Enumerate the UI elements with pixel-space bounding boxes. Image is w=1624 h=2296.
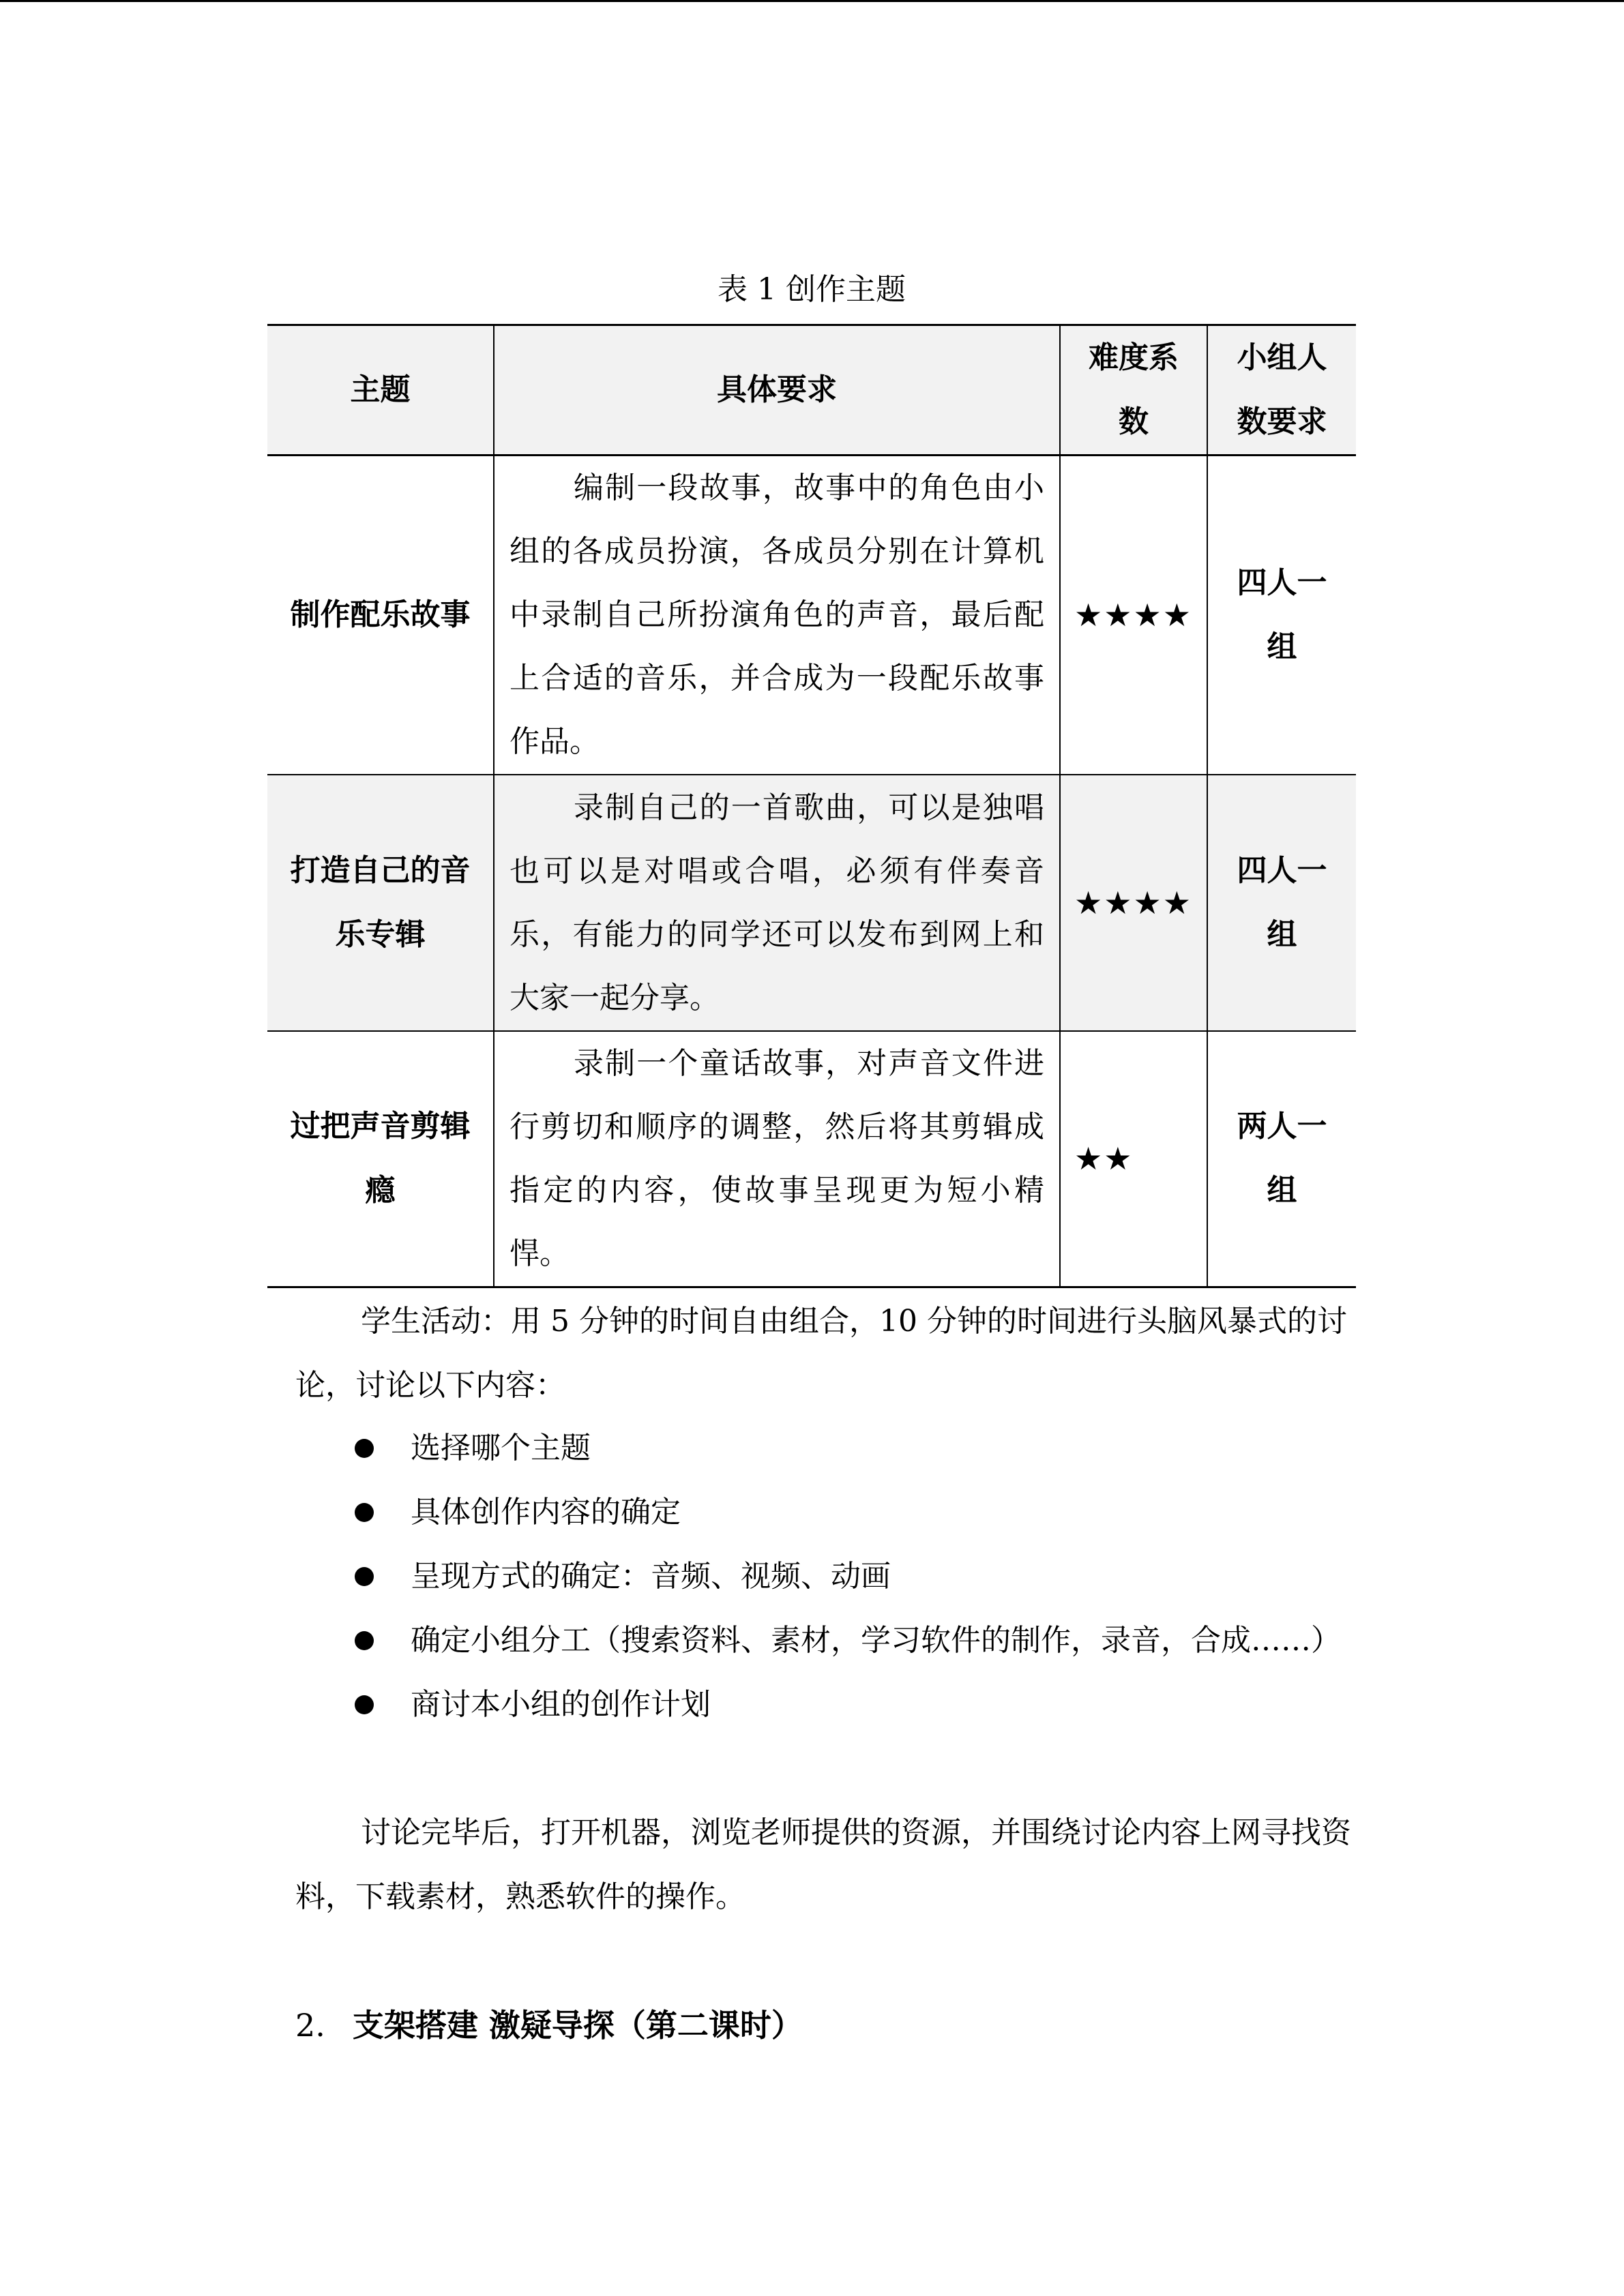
row-requirement: 录制一个童话故事，对声音文件进行剪切和顺序的调整，然后将其剪辑成指定的内容，使故事呈现更为短小精悍。 — [494, 1031, 1060, 1287]
table-row — [267, 775, 1356, 1031]
list-item-text: 商讨本小组的创作计划 — [411, 1687, 711, 1722]
bullet-icon — [355, 1503, 374, 1522]
row-topic: 制作配乐故事 — [267, 456, 494, 775]
row-requirement: 录制自己的一首歌曲，可以是独唱也可以是对唱或合唱，必须有伴奏音乐，有能力的同学还可以发布到网上和大家一起分享。 — [494, 775, 1060, 1031]
activity-after: 讨论完毕后，打开机器，浏览老师提供的资源，并围绕讨论内容上网寻找资料，下载素材，熟悉软件的操作。 — [295, 1815, 1351, 1914]
table-row — [267, 1031, 1356, 1287]
row-difficulty-stars: ★★★★ — [1060, 456, 1207, 775]
header-group-size: 小组人数要求 — [1207, 325, 1356, 456]
list-item-text: 具体创作内容的确定 — [411, 1495, 681, 1530]
list-item-text: 呈现方式的确定：音频、视频、动画 — [411, 1559, 891, 1594]
table-caption: 表 1 创作主题 — [718, 272, 906, 307]
bullet-icon — [355, 1695, 374, 1714]
list-item-text: 确定小组分工（搜索资料、素材，学习软件的制作，录音，合成……） — [411, 1623, 1341, 1658]
list-item — [355, 1545, 1337, 1609]
section-heading — [295, 1993, 1387, 2057]
row-difficulty-stars: ★★★★ — [1060, 775, 1207, 1031]
list-item — [355, 1673, 1337, 1737]
row-group-size: 四人一组 — [1207, 775, 1356, 1031]
table-header-row — [267, 325, 1356, 456]
header-topic: 主题 — [267, 325, 494, 456]
section-number: 2. — [295, 2007, 325, 2044]
list-item — [355, 1609, 1341, 1673]
list-item-text: 选择哪个主题 — [411, 1431, 591, 1465]
bullet-icon — [355, 1631, 374, 1650]
row-topic: 过把声音剪辑瘾 — [267, 1031, 494, 1287]
row-requirement: 编制一段故事，故事中的角色由小组的各成员扮演，各成员分别在计算机中录制自己所扮演角色的声音，最后配上合适的音乐，并合成为一段配乐故事作品。 — [494, 456, 1060, 775]
row-group-size: 两人一组 — [1207, 1031, 1356, 1287]
header-difficulty: 难度系数 — [1060, 325, 1207, 456]
discussion-list — [355, 1416, 1341, 1737]
row-topic: 打造自己的音乐专辑 — [267, 775, 494, 1031]
activity-intro: 学生活动：用 5 分钟的时间自由组合，10 分钟的时间进行头脑风暴式的讨论，讨论以下内容： — [295, 1304, 1347, 1403]
header-requirement: 具体要求 — [494, 325, 1060, 456]
bullet-icon — [355, 1567, 374, 1586]
creation-topics-table — [267, 324, 1356, 1288]
list-item — [355, 1416, 1337, 1480]
list-item — [355, 1480, 1337, 1545]
page-top-rule — [0, 0, 1624, 2]
table-row — [267, 456, 1356, 775]
bullet-icon — [355, 1439, 374, 1458]
section-title: 支架搭建 激疑导探（第二课时） — [352, 2007, 803, 2044]
row-group-size: 四人一组 — [1207, 456, 1356, 775]
row-difficulty-stars: ★★ — [1060, 1031, 1207, 1287]
